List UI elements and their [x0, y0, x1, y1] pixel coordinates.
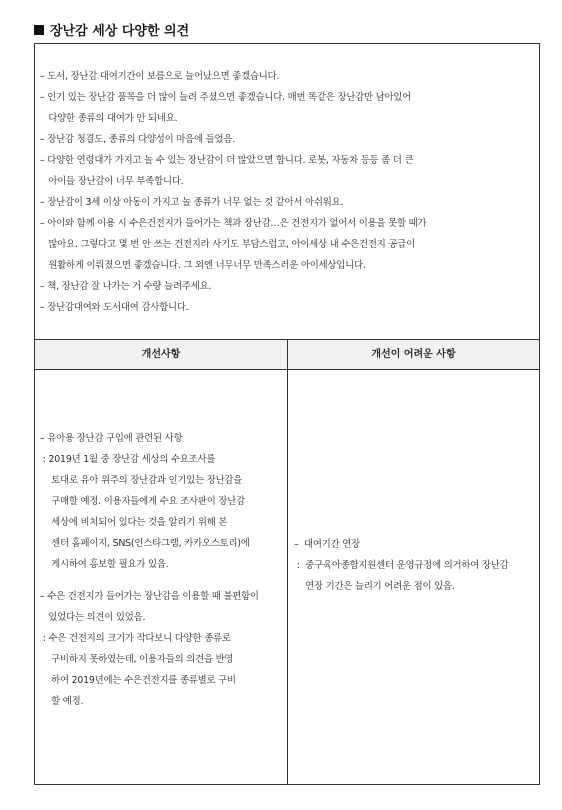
improve-line: 있었다는 의견이 있었음.	[40, 612, 146, 623]
opinion-line: 원활하게 이뤄졌으면 좋겠습니다. 그 외엔 너무너무 만족스러운 아이세상입니다.	[40, 260, 366, 271]
improve-line: 토대로 유아 위주의 장난감과 인기있는 장난감을	[40, 475, 243, 486]
column-divider	[287, 340, 288, 784]
section-title-text: 장난감 세상 다양한 의견	[50, 24, 190, 39]
improve-line: : 2019년 1월 중 장난감 세상의 수요조사를	[40, 454, 216, 465]
difficult-line: – 대여기간 연장	[294, 539, 360, 550]
opinion-line: 다양한 종류의 대여가 안 되네요.	[40, 113, 178, 124]
square-bullet-icon	[34, 25, 44, 35]
opinion-line: – 다양한 연령대가 가지고 놀 수 있는 장난감이 더 많았으면 합니다. 로봇, 자동차 등등 좀 더 큰	[40, 155, 414, 166]
opinion-line: – 인기 있는 장난감 품목을 더 많이 늘려 주셨으면 좋겠습니다. 매번 똑같은 장난감만 남아있어	[40, 92, 412, 103]
opinion-line: 아이들 장난감이 너무 부족합니다.	[40, 176, 184, 187]
opinion-line: – 아이와 함께 이용 시 수은건전지가 들어가는 책과 장난감…은 건전지가 없어서 이용을 못할 때가	[40, 218, 427, 229]
improve-line: 구매할 예정. 이용자들에게 수요 조사판이 장난감	[40, 496, 245, 507]
opinion-line: – 장난감 청결도, 종류의 다양성이 마음에 들었음.	[40, 134, 235, 145]
improve-line: 구비하지 못하였는데, 이용자들의 의견을 반영	[40, 654, 234, 665]
difficult-line: 연장 기간은 늘리기 어려운 점이 있음.	[294, 581, 455, 592]
opinion-table	[34, 43, 540, 785]
section-title	[34, 20, 189, 39]
improve-line: : 수은 건전지의 크기가 작다보니 다양한 종류로	[40, 633, 231, 644]
opinion-line: – 장난감대여와 도서대여 감사합니다.	[40, 302, 189, 313]
opinions-box	[35, 44, 539, 340]
improve-line: – 수은 건전지가 들어가는 장난감을 이용할 때 불편함이	[40, 591, 259, 602]
improve-line: – 유아용 장난감 구입에 관련된 사항	[40, 433, 183, 444]
improve-line: 하여 2019년에는 수은건전지를 종류별로 구비	[40, 675, 236, 686]
improve-line: 세상에 비치되어 있다는 것을 알리기 위해 본	[40, 517, 228, 528]
improve-line: 할 예정.	[40, 696, 84, 707]
opinion-line: – 장난감이 3세 이상 아동이 가지고 놀 종류가 너무 없는 것 같아서 아쉬워요.	[40, 197, 344, 208]
opinion-line: – 책, 장난감 잘 나가는 거 수량 늘려주세요.	[40, 281, 212, 292]
difficult-cell	[294, 534, 534, 597]
difficult-line: : 중구육아종합지원센터 운영규정에 의거하여 장난감	[294, 560, 509, 571]
improve-line: 게시하여 홍보할 필요가 있음.	[40, 559, 169, 570]
header-improve: 개선사항	[141, 349, 181, 360]
header-difficult: 개선이 어려운 사항	[371, 349, 456, 360]
improve-line: 센터 홈페이지, SNS(인스타그램, 카카오스토리)에	[40, 538, 250, 549]
improvements-cell	[40, 428, 283, 712]
opinion-line: – 도서, 장난감 대여기간이 보름으로 늘어났으면 좋겠습니다.	[40, 71, 280, 82]
opinion-line: 많아요. 그렇다고 몇 번 안 쓰는 건전지라 사기도 부담스럽고, 아이세상 내 수은건전지 공급이	[40, 239, 415, 250]
